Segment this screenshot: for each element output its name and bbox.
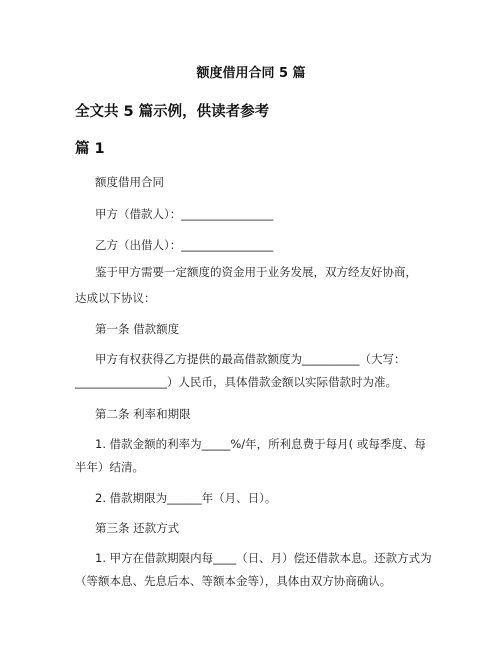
preamble-line-1: 鉴于甲方需要一定额度的资金用于业务发展，双方经友好协商，	[95, 265, 417, 279]
article-3-item-1-line-1: 1. 甲方在借款期限内每____（日、月）偿还借款本息。还款方式为	[95, 551, 432, 565]
preamble-line-2: 达成以下协议：	[75, 291, 156, 305]
article-1-line-2: ________________）人民币，具体借款金额以实际借款时为准。	[75, 375, 397, 389]
article-2-item-1-line-2: 半年）结清。	[75, 460, 144, 474]
article-1-heading: 第一条 借款额度	[95, 322, 180, 336]
contract-title-line: 额度借用合同	[95, 175, 164, 189]
article-3-heading: 第三条 还款方式	[95, 521, 180, 535]
document-subtitle: 全文共 5 篇示例，供读者参考	[75, 104, 270, 120]
article-2-heading: 第二条 利率和期限	[95, 407, 191, 421]
article-1-line-1: 甲方有权获得乙方提供的最高借款额度为__________（大写：	[95, 352, 406, 366]
document-title: 额度借用合同 5 篇	[196, 66, 306, 81]
article-3-item-1-line-2: （等额本息、先息后本、等额本金等），具体由双方协商确认。	[75, 574, 392, 588]
article-2-item-1-line-1: 1. 借款金额的利率为_____%/年，所利息费于每月( 或每季度、每	[95, 437, 426, 451]
article-2-item-2: 2. 借款期限为______年（月、日）。	[95, 491, 277, 505]
party-a-line: 甲方（借款人）：________________	[95, 207, 274, 221]
section-heading: 篇 1	[75, 141, 105, 157]
party-b-line: 乙方（出借人）：________________	[95, 238, 274, 252]
